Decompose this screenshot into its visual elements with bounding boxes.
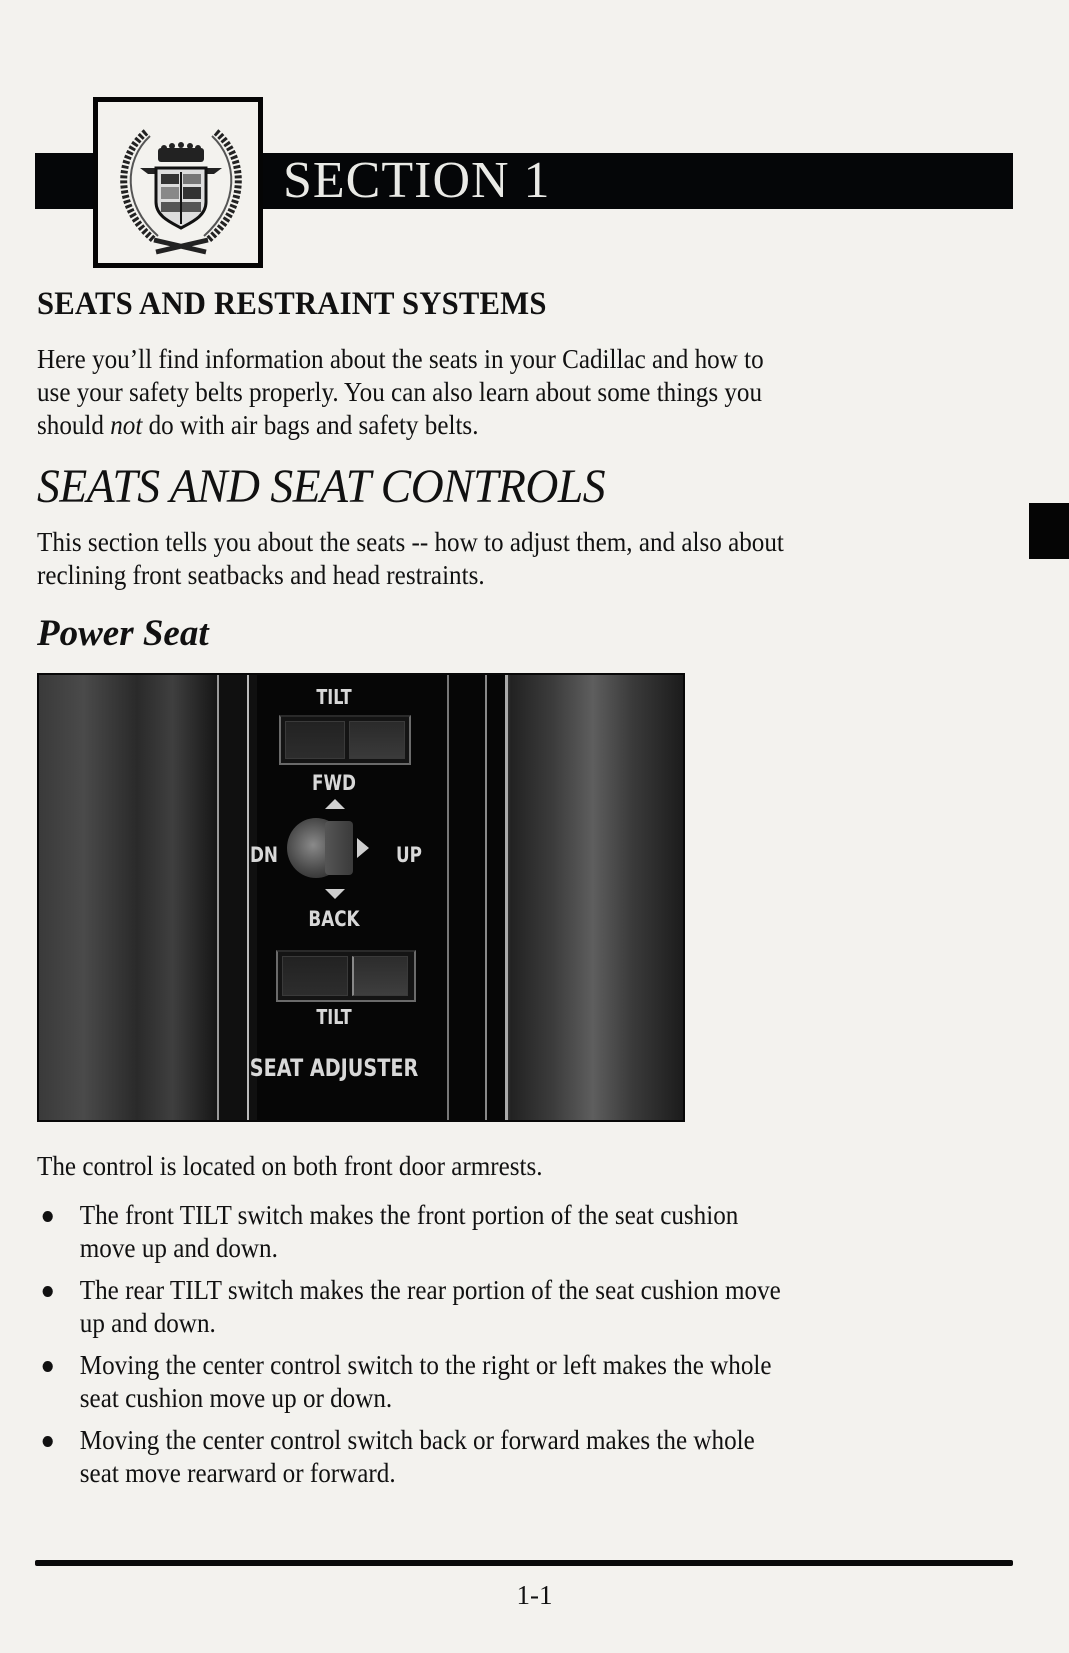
power-seat-bullet-list <box>37 1199 1017 1499</box>
label-tilt-top: TILT <box>316 685 352 709</box>
heading-seats-and-seat-controls: SEATS AND SEAT CONTROLS <box>37 460 606 513</box>
intro-paragraph <box>37 343 764 442</box>
intro-line: use your safety belts properly. You can also learn about some things you <box>37 377 763 407</box>
armrest-shade-left <box>39 675 217 1120</box>
arrow-right-icon <box>357 838 369 858</box>
label-fwd: FWD <box>312 771 356 795</box>
footer-rule <box>35 1560 1013 1566</box>
intro-text: do with air bags and safety belts. <box>142 410 479 440</box>
center-control-knob-side <box>325 821 353 875</box>
front-tilt-switch <box>279 715 411 765</box>
list-item <box>37 1199 948 1265</box>
label-seat-adjuster: SEAT ADJUSTER <box>249 1054 419 1082</box>
location-text: The control is located on both front door armrests. <box>37 1151 543 1181</box>
logo-box <box>93 97 263 268</box>
label-tilt-bottom: TILT <box>316 1005 352 1029</box>
label-back: BACK <box>308 907 360 931</box>
panel-trim-line <box>447 675 449 1120</box>
cadillac-crest-wreath-icon <box>106 112 256 262</box>
bullet-line: The rear TILT switch makes the rear portion of the seat cushion move <box>79 1275 781 1305</box>
bullet-icon <box>43 1361 53 1372</box>
label-dn: DN <box>249 843 278 867</box>
section-thumb-tab <box>1029 503 1069 559</box>
bullet-line: up and down. <box>79 1308 216 1338</box>
panel-trim-line <box>485 675 487 1120</box>
bullet-line: move up and down. <box>79 1233 278 1263</box>
armrest-shade-right <box>483 675 683 1120</box>
arrow-down-icon <box>325 889 345 899</box>
seats-paragraph <box>37 526 784 592</box>
list-item <box>37 1274 948 1340</box>
section-title: SECTION 1 <box>283 152 551 209</box>
bullet-line: seat cushion move up or down. <box>79 1383 393 1413</box>
heading-seats-and-restraint-systems: SEATS AND RESTRAINT SYSTEMS <box>37 286 547 322</box>
bullet-line: The front TILT switch makes the front portion of the seat cushion <box>79 1200 739 1230</box>
seats-line: This section tells you about the seats -- how to adjust them, and also about <box>37 527 784 557</box>
bullet-icon <box>43 1286 53 1297</box>
list-item <box>37 1349 948 1415</box>
list-item <box>37 1424 948 1490</box>
emphasis-not: not <box>110 410 143 440</box>
intro-line <box>37 409 764 442</box>
label-up: UP <box>396 843 422 867</box>
bullet-icon <box>43 1436 53 1447</box>
heading-power-seat: Power Seat <box>37 613 209 654</box>
intro-text: should <box>37 410 111 440</box>
seats-line: reclining front seatbacks and head restraints. <box>37 560 485 590</box>
rear-tilt-switch <box>276 950 416 1002</box>
seat-adjuster-photo <box>37 673 685 1122</box>
bullet-line: Moving the center control switch to the right or left makes the whole <box>79 1350 772 1380</box>
bullet-line: seat move rearward or forward. <box>79 1458 396 1488</box>
panel-trim-line <box>505 675 508 1120</box>
intro-line: Here you’ll find information about the seats in your Cadillac and how to <box>37 344 764 374</box>
arrow-up-icon <box>325 799 345 809</box>
panel-trim-line <box>217 675 219 1120</box>
bullet-line: Moving the center control switch back or forward makes the whole <box>79 1425 755 1455</box>
page-number: 1-1 <box>516 1580 553 1610</box>
bullet-icon <box>43 1211 53 1222</box>
